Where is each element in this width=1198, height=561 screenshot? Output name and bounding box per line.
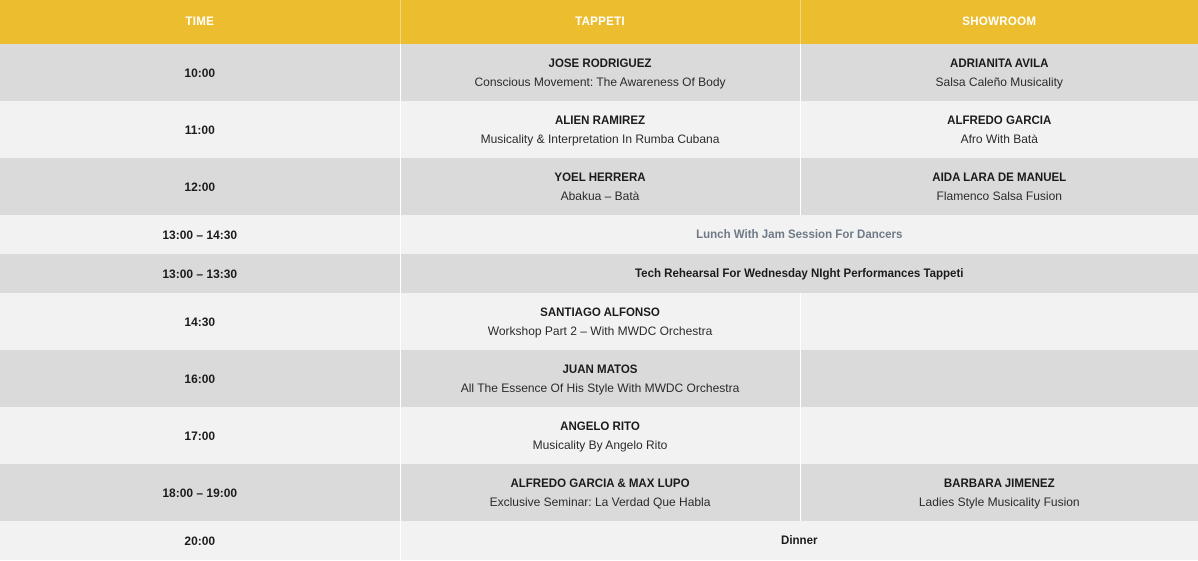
time-cell: 13:00 – 14:30 <box>0 215 400 254</box>
instructor-name: JUAN MATOS <box>562 363 638 376</box>
instructor-name: ADRIANITA AVILA <box>950 57 1049 70</box>
table-row <box>0 521 1198 560</box>
instructor-name: AIDA LARA DE MANUEL <box>932 171 1067 184</box>
table-row <box>0 293 1198 350</box>
spanning-event: Dinner <box>400 521 1198 560</box>
header-time: TIME <box>0 0 400 44</box>
showroom-cell <box>800 350 1198 407</box>
showroom-cell <box>800 158 1198 215</box>
class-title: Flamenco Salsa Fusion <box>936 188 1062 203</box>
table-row <box>0 254 1198 293</box>
tappeti-cell <box>400 407 800 464</box>
table-row <box>0 407 1198 464</box>
tappeti-cell <box>400 158 800 215</box>
header-tappeti: TAPPETI <box>400 0 800 44</box>
table-row <box>0 215 1198 254</box>
tappeti-cell <box>400 44 800 101</box>
showroom-cell <box>800 44 1198 101</box>
table-row <box>0 464 1198 521</box>
table-row <box>0 158 1198 215</box>
table-row <box>0 44 1198 101</box>
class-title: Salsa Caleño Musicality <box>935 74 1063 89</box>
instructor-name: YOEL HERRERA <box>554 171 646 184</box>
time-cell: 20:00 <box>0 521 400 560</box>
header-row <box>0 0 1198 44</box>
showroom-cell <box>800 293 1198 350</box>
table-row <box>0 101 1198 158</box>
time-cell: 14:30 <box>0 293 400 350</box>
time-cell: 13:00 – 13:30 <box>0 254 400 293</box>
instructor-name: ANGELO RITO <box>560 420 640 433</box>
class-title: Conscious Movement: The Awareness Of Body <box>474 74 726 89</box>
tappeti-cell <box>400 293 800 350</box>
instructor-name: SANTIAGO ALFONSO <box>540 306 660 319</box>
time-cell: 18:00 – 19:00 <box>0 464 400 521</box>
time-cell: 11:00 <box>0 101 400 158</box>
class-title: Workshop Part 2 – With MWDC Orchestra <box>487 323 713 338</box>
class-title: Musicality & Interpretation In Rumba Cubana <box>480 131 720 146</box>
showroom-cell <box>800 101 1198 158</box>
header-showroom: SHOWROOM <box>800 0 1198 44</box>
showroom-cell <box>800 464 1198 521</box>
time-cell: 10:00 <box>0 44 400 101</box>
table-row <box>0 350 1198 407</box>
spanning-event: Lunch With Jam Session For Dancers <box>400 215 1198 254</box>
instructor-name: ALIEN RAMIREZ <box>554 114 646 127</box>
instructor-name: ALFREDO GARCIA <box>947 114 1052 127</box>
tappeti-cell <box>400 101 800 158</box>
class-title: Exclusive Seminar: La Verdad Que Habla <box>489 494 711 509</box>
tappeti-cell <box>400 464 800 521</box>
time-cell: 17:00 <box>0 407 400 464</box>
time-cell: 12:00 <box>0 158 400 215</box>
spanning-event: Tech Rehearsal For Wednesday NIght Performances Tappeti <box>400 254 1198 293</box>
class-title: Ladies Style Musicality Fusion <box>918 494 1080 509</box>
class-title: Abakua – Batà <box>560 188 640 203</box>
instructor-name: ALFREDO GARCIA & MAX LUPO <box>510 477 690 490</box>
instructor-name: BARBARA JIMENEZ <box>943 477 1055 490</box>
tappeti-cell <box>400 350 800 407</box>
time-cell: 16:00 <box>0 350 400 407</box>
class-title: All The Essence Of His Style With MWDC Orchestra <box>460 380 740 395</box>
class-title: Afro With Batà <box>960 131 1038 146</box>
instructor-name: JOSE RODRIGUEZ <box>548 57 652 70</box>
showroom-cell <box>800 407 1198 464</box>
class-title: Musicality By Angelo Rito <box>532 437 668 452</box>
